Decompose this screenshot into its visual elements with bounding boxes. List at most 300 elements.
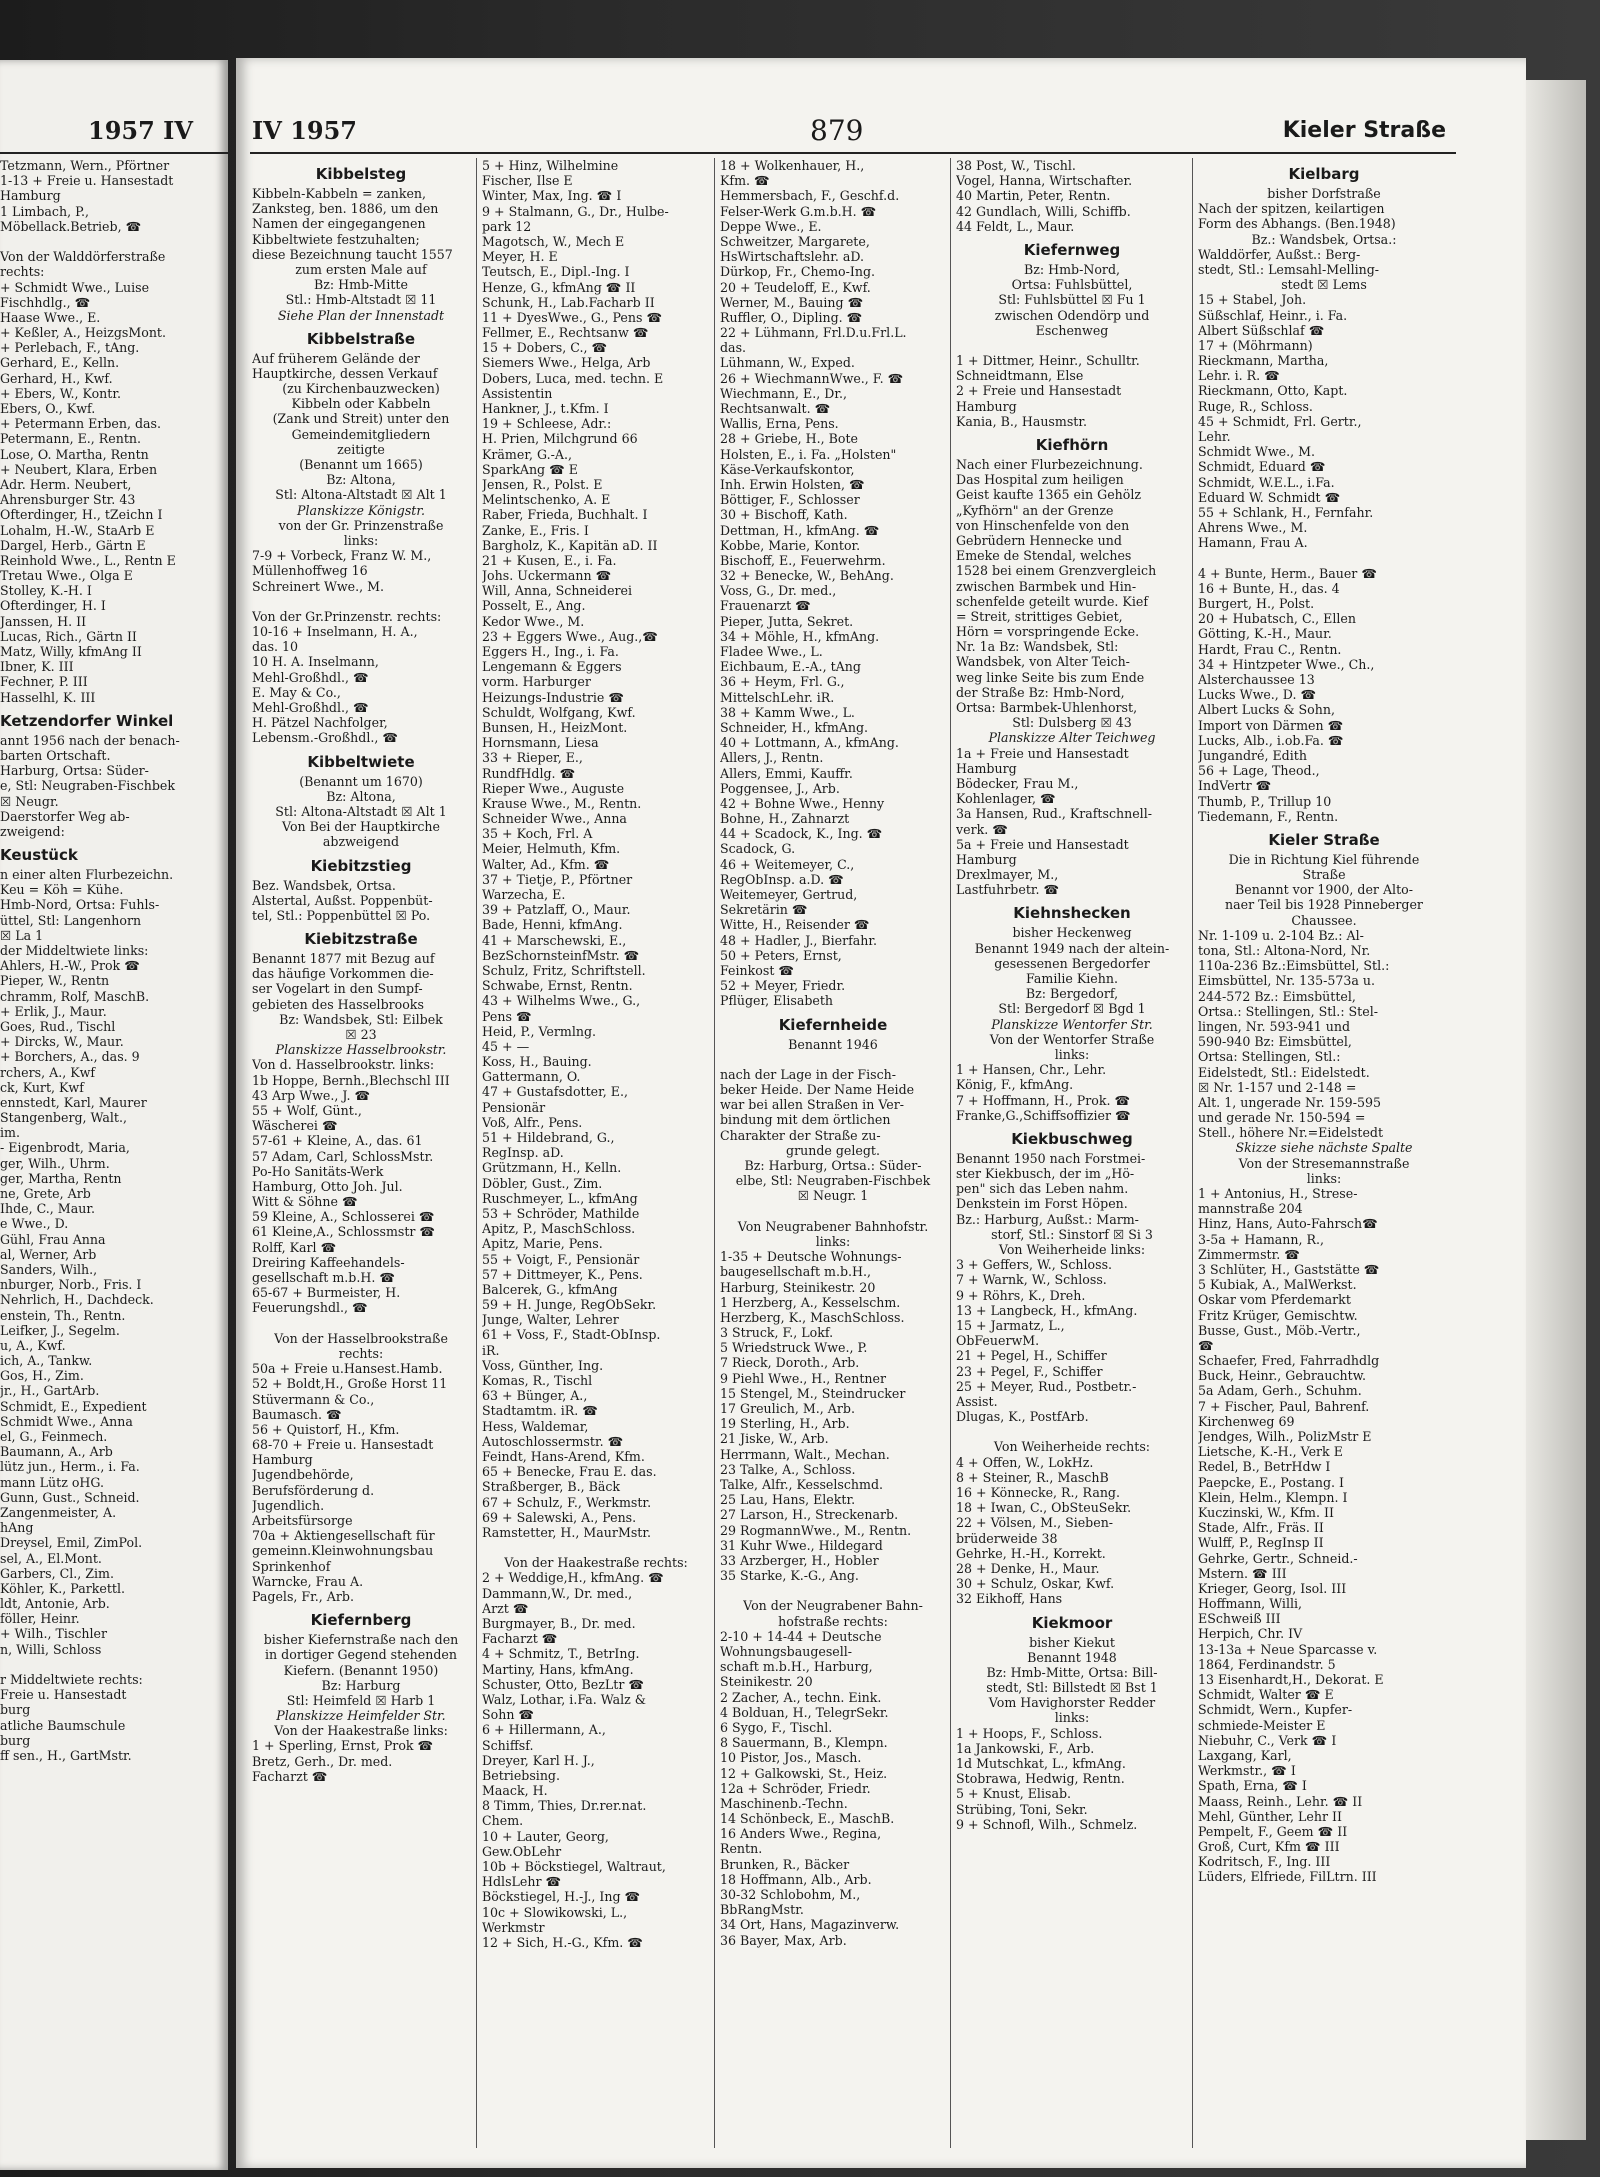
directory-entry: 7-9 + Vorbeck, Franz W. M., xyxy=(252,548,432,564)
directory-entry: 4 + Bunte, Herm., Bauer ☎ xyxy=(1198,565,1378,581)
directory-entry: links: xyxy=(815,1233,851,1249)
directory-entry: Assist. xyxy=(956,1393,998,1409)
left-page-header: 1957 IV xyxy=(88,116,193,145)
directory-entry xyxy=(252,1316,470,1331)
directory-entry: rchers, A., Kwf xyxy=(0,1064,96,1080)
directory-entry: Hamburg, Otto Joh. Jul. xyxy=(252,1178,403,1194)
directory-entry: Hornsmann, Liesa xyxy=(482,735,599,751)
directory-entry: Hamburg xyxy=(956,760,1017,776)
directory-entry: Eschenweg xyxy=(1035,322,1109,338)
directory-entry: ger, Wilh., Uhrm. xyxy=(0,1155,110,1171)
directory-entry: 6 Sygo, F., Tischl. xyxy=(720,1719,833,1735)
directory-entry: Von der Hasselbrookstraße xyxy=(274,1330,448,1346)
directory-entry: Kirchenweg 69 xyxy=(1198,1413,1295,1429)
directory-entry: Henze, G., kfmAng ☎ II xyxy=(482,279,636,295)
directory-entry: Eimsbüttel, Nr. 135-573a u. xyxy=(1198,973,1376,989)
directory-entry: Balcerek, G., kfmAng xyxy=(482,1281,618,1297)
directory-entry: el, G., Feinmech. xyxy=(0,1429,108,1444)
directory-entry: 56 + Lage, Theod., xyxy=(1198,763,1320,779)
directory-entry: Daerstorfer Weg ab- xyxy=(0,808,130,824)
directory-entry: der Middeltwiete links: xyxy=(0,943,149,958)
directory-entry: Kfm. ☎ xyxy=(720,173,770,189)
directory-entry: enstein, Th., Rentn. xyxy=(0,1307,126,1323)
directory-entry: „Kyfhörn" an der Grenze xyxy=(956,502,1114,518)
directory-entry: + Erlik, J., Maur. xyxy=(0,1003,107,1019)
directory-entry: 28 + Denke, H., Maur. xyxy=(956,1560,1100,1576)
directory-entry: 70a + Aktiengesellschaft für xyxy=(252,1528,435,1544)
directory-entry: Werkmstr xyxy=(482,1919,545,1935)
directory-entry: Lucas, Rich., Gärtn II xyxy=(0,628,137,644)
directory-entry: Stade, Alfr., Fräs. II xyxy=(1198,1520,1324,1536)
directory-entry: 5 Wriedstruck Wwe., P. xyxy=(720,1340,868,1356)
directory-entry: das. xyxy=(720,340,747,356)
directory-entry: Stangenberg, Walt., xyxy=(0,1110,127,1126)
directory-entry: Apitz, P., MaschSchloss. xyxy=(482,1221,636,1237)
directory-entry: ☎ xyxy=(1198,1337,1214,1353)
directory-entry: Hankner, J., t.Kfm. I xyxy=(482,401,609,416)
directory-entry: Fritz Krüger, Gemischtw. xyxy=(1198,1307,1358,1323)
directory-entry: Hamburg xyxy=(252,1452,313,1468)
directory-entry: Baumann, A., Arb xyxy=(0,1444,113,1460)
directory-entry: 32 Eikhoff, Hans xyxy=(956,1591,1063,1607)
directory-entry: Namen der eingegangenen xyxy=(252,216,426,232)
directory-entry: Planskizze Alter Teichweg xyxy=(988,730,1156,746)
directory-entry: 22 + Völsen, M., Sieben- xyxy=(956,1515,1114,1531)
directory-entry: Bz: Hmb-Mitte xyxy=(314,277,408,293)
directory-entry: 1a + Freie und Hansestadt xyxy=(956,745,1129,761)
directory-entry: Heizungs-Industrie ☎ xyxy=(482,689,625,705)
directory-entry: Warzecha, E. xyxy=(482,887,566,902)
directory-entry: Planskizze Hasselbrookstr. xyxy=(275,1042,447,1058)
directory-entry: von Hinschenfelde von den xyxy=(956,517,1130,533)
directory-entry: ObFeuerwM. xyxy=(956,1333,1040,1349)
directory-entry: Chaussee. xyxy=(1291,912,1357,928)
directory-entry: Bretz, Gerh., Dr. med. xyxy=(252,1753,393,1769)
directory-entry: Import von Därmen ☎ xyxy=(1198,717,1344,733)
directory-entry: Ahrens Wwe., M. xyxy=(1198,520,1308,536)
directory-entry: Dürkop, Fr., Chemo-Ing. xyxy=(720,264,876,280)
directory-entry: Garbers, Cl., Zim. xyxy=(0,1565,114,1581)
directory-entry: 40 + Lottmann, A., kfmAng. xyxy=(720,735,899,751)
directory-entry: 5 + Hinz, Wilhelmine xyxy=(482,158,619,173)
directory-entry: 33 Arzberger, H., Hobler xyxy=(720,1552,879,1568)
directory-entry: 28 + Griebe, H., Bote xyxy=(720,431,859,447)
directory-entry: Skizze siehe nächste Spalte xyxy=(1235,1140,1413,1156)
directory-entry: 23 Talke, A., Schloss. xyxy=(720,1461,856,1477)
directory-entry: 18 + Wolkenhauer, H., xyxy=(720,158,865,173)
directory-entry: ☒ Neugr. xyxy=(0,793,59,809)
directory-entry: 42 Gundlach, Willi, Schiffb. xyxy=(956,203,1131,219)
directory-entry: Niebuhr, C., Verk ☎ I xyxy=(1198,1732,1337,1748)
column-divider xyxy=(714,158,715,2148)
directory-entry: Hinz, Hans, Auto-Fahrsch☎ xyxy=(1198,1216,1378,1232)
directory-entry: = Streit, strittiges Gebiet, xyxy=(956,608,1123,624)
directory-entry: Fischer, Ilse E xyxy=(482,173,573,189)
street-heading: Kiefernweg xyxy=(1023,240,1121,259)
directory-entry: Schmidt, W.E.L., i.Fa. xyxy=(1198,474,1335,490)
directory-entry: Feuerungshdl., ☎ xyxy=(252,1300,368,1316)
directory-entry: Eggers H., Ing., i. Fa. xyxy=(482,644,619,659)
directory-entry: Tretau Wwe., Olga E xyxy=(0,568,133,584)
directory-entry: 17 Greulich, M., Arb. xyxy=(720,1401,855,1416)
directory-entry xyxy=(0,1657,226,1672)
directory-entry: 44 Feldt, L., Maur. xyxy=(956,218,1075,234)
directory-entry: Maass, Reinh., Lehr. ☎ II xyxy=(1198,1793,1363,1809)
directory-entry: Feinkost ☎ xyxy=(720,962,795,978)
directory-entry: und gerade Nr. 150-594 = xyxy=(1198,1110,1366,1126)
directory-entry: bisher Heckenweg xyxy=(1012,925,1132,941)
directory-entry: Feindt, Hans-Arend, Kfm. xyxy=(482,1448,645,1464)
directory-entry: Junge, Walter, Lehrer xyxy=(482,1312,619,1328)
directory-entry: IndVertr ☎ xyxy=(1198,778,1272,794)
directory-entry: Stl.: Hmb-Altstadt ☒ 11 xyxy=(285,292,437,308)
directory-entry: Schneidtmann, Else xyxy=(956,368,1084,384)
directory-entry: Magotsch, W., Mech E xyxy=(482,233,625,249)
directory-entry: 57 Adam, Carl, SchlossMstr. xyxy=(252,1148,434,1164)
directory-entry: Ebers, O., Kwf. xyxy=(0,401,96,416)
directory-entry: 35 + Koch, Frl. A xyxy=(482,826,593,842)
directory-entry: Von der Wentorfer Straße xyxy=(989,1031,1155,1047)
directory-entry: schenfelde geteilt wurde. Kief xyxy=(956,593,1148,609)
directory-entry: Felser-Werk G.m.b.H. ☎ xyxy=(720,203,877,219)
directory-entry: Harburg, Ortsa: Süder- xyxy=(0,763,149,779)
directory-entry: 38 Post, W., Tischl. xyxy=(956,158,1076,173)
directory-column-4 xyxy=(956,158,1188,1832)
directory-entry: Von der Haakestraße rechts: xyxy=(504,1555,688,1571)
directory-entry: + Neubert, Klara, Erben xyxy=(0,461,158,477)
directory-entry: e Wwe., D. xyxy=(0,1216,69,1232)
directory-entry: ster Kiekbusch, der im „Hö- xyxy=(956,1166,1135,1182)
directory-entry: Pensionär xyxy=(482,1099,546,1115)
directory-entry: Wulff, P., RegInsp II xyxy=(1198,1535,1324,1551)
directory-entry: Lengemann & Eggers xyxy=(482,659,622,675)
directory-entry: 7 + Hoffmann, H., Prok. ☎ xyxy=(956,1092,1131,1108)
directory-entry: Stl: Dulsberg ☒ 43 xyxy=(1012,715,1132,731)
directory-entry: hofstraße rechts: xyxy=(778,1613,888,1629)
directory-entry: Jensen, R., Polst. E xyxy=(482,476,603,492)
directory-entry: Sprinkenhof xyxy=(252,1558,331,1574)
directory-entry: Eduard W. Schmidt ☎ xyxy=(1198,489,1341,505)
directory-entry: Gos, H., Zim. xyxy=(0,1368,84,1384)
directory-entry: Bz: Wandsbek, Stl: Eilbek xyxy=(279,1011,443,1027)
directory-entry: + Keßler, A., HeizgsMont. xyxy=(0,325,166,341)
directory-entry: Alstertal, Außst. Poppenbüt- xyxy=(252,892,433,908)
directory-entry: 19 Sterling, H., Arb. xyxy=(720,1416,850,1432)
directory-entry: baugesellschaft m.b.H., xyxy=(720,1264,872,1280)
directory-entry: schmiede-Meister E xyxy=(1198,1717,1326,1733)
directory-entry: 9 + Stalmann, G., Dr., Hulbe- xyxy=(482,203,669,219)
directory-entry: im. xyxy=(0,1125,20,1141)
directory-entry: Gehrke, Gertr., Schneid.- xyxy=(1198,1550,1358,1566)
directory-entry: Freie u. Hansestadt xyxy=(0,1687,127,1703)
directory-entry: Stl: Altona-Altstadt ☒ Alt 1 xyxy=(275,487,447,503)
directory-entry: Von der Neugrabener Bahn- xyxy=(743,1598,923,1614)
directory-entry: 59 Kleine, A., Schlosserei ☎ xyxy=(252,1209,435,1225)
directory-entry: Werkmstr., ☎ I xyxy=(1198,1763,1296,1779)
directory-entry: Dreiring Kaffeehandels- xyxy=(252,1254,405,1270)
directory-entry: chramm, Rolf, MaschB. xyxy=(0,988,150,1004)
directory-entry: Schiffsf. xyxy=(482,1737,534,1753)
directory-entry: 8 Sauermann, B., Klempn. xyxy=(720,1735,888,1751)
directory-entry: Bödecker, Frau M., xyxy=(956,775,1079,791)
directory-entry: Goes, Rud., Tischl xyxy=(0,1018,116,1034)
directory-entry: + Petermann Erben, das. xyxy=(0,416,162,432)
directory-entry: stedt, Stl: Billstedt ☒ Bst 1 xyxy=(986,1680,1158,1696)
directory-entry: Süßschlaf, Heinr., i. Fa. xyxy=(1198,307,1348,323)
directory-entry: Schweitzer, Margarete, xyxy=(720,233,870,249)
street-heading: Kiehnshecken xyxy=(1013,904,1131,923)
directory-entry: rechts: xyxy=(0,264,45,280)
directory-entry: Mehl, Günther, Lehr II xyxy=(1198,1808,1342,1824)
directory-entry: 16 + Bunte, H., das. 4 xyxy=(1198,580,1340,596)
directory-entry: burg xyxy=(0,1702,31,1718)
directory-entry: Ortsa: Stellingen, Stl.: xyxy=(1198,1049,1341,1065)
directory-entry: Ruge, R., Schloss. xyxy=(1198,398,1313,414)
directory-entry: 30-32 Schlobohm, M., xyxy=(720,1887,861,1902)
directory-entry: Alsterchaussee 13 xyxy=(1198,672,1315,687)
page-number: 879 xyxy=(810,114,864,147)
directory-entry: Thumb, P., Trillup 10 xyxy=(1198,793,1332,809)
directory-entry: Inh. Erwin Holsten, ☎ xyxy=(720,476,865,492)
directory-entry: annt 1956 nach der benach- xyxy=(0,732,180,748)
directory-entry: diese Bezeichnung taucht 1557 xyxy=(252,246,453,262)
directory-entry: Stl: Heimfeld ☒ Harb 1 xyxy=(286,1692,436,1708)
directory-entry: (zu Kirchenbauzwecken) xyxy=(282,381,440,397)
directory-entry: Schwabe, Ernst, Rentn. xyxy=(482,978,633,994)
directory-entry: 26 + WiechmannWwe., F. ☎ xyxy=(720,370,904,386)
directory-entry xyxy=(1198,551,1450,566)
directory-entry: Ofterdinger, H. I xyxy=(0,598,106,614)
directory-entry: Kobbe, Marie, Kontor. xyxy=(720,537,861,553)
directory-entry: Benannt 1948 xyxy=(1027,1649,1117,1665)
directory-entry: 1a Jankowski, F., Arb. xyxy=(956,1740,1095,1756)
directory-entry: Ruffler, O., Dipling. ☎ xyxy=(720,309,863,325)
directory-entry: e, Stl: Neugraben-Fischbek xyxy=(0,778,176,794)
directory-entry: Lucks, Alb., i.ob.Fa. ☎ xyxy=(1198,732,1344,748)
directory-entry: Allers, J., Rentn. xyxy=(720,750,824,766)
directory-entry: 36 Bayer, Max, Arb. xyxy=(720,1932,847,1948)
directory-entry: Benannt 1877 mit Bezug auf xyxy=(252,951,435,967)
directory-entry: iR. xyxy=(482,1342,500,1358)
directory-entry: zwischen Barmbek und Hin- xyxy=(956,578,1137,594)
directory-entry: 9 Piehl Wwe., H., Rentner xyxy=(720,1370,886,1386)
directory-entry: Gehrke, H.-H., Korrekt. xyxy=(956,1545,1106,1561)
year-header: IV 1957 xyxy=(252,116,357,145)
directory-entry: 2 + Weddige,H., kfmAng. ☎ xyxy=(482,1570,664,1586)
directory-entry: 20 + Teudeloff, E., Kwf. xyxy=(720,279,871,295)
directory-entry: 35 Starke, K.-G., Ang. xyxy=(720,1568,859,1584)
street-heading: Kiekbuschweg xyxy=(1011,1129,1133,1148)
directory-entry: + Dircks, W., Maur. xyxy=(0,1034,124,1050)
street-heading: Kibbelstraße xyxy=(306,329,416,348)
directory-entry: 3 Schlüter, H., Gaststätte ☎ xyxy=(1198,1261,1380,1277)
directory-entry: Keu = Köh = Kühe. xyxy=(0,882,124,898)
directory-entry: Albert Lucks & Sohn, xyxy=(1198,702,1335,718)
directory-entry: Wandsbek, von Alter Teich- xyxy=(956,654,1130,670)
directory-entry: 7 + Fischer, Paul, Bahrenf. xyxy=(1198,1398,1370,1414)
directory-entry: Frauenarzt ☎ xyxy=(720,598,811,614)
directory-entry: r Middeltwiete rechts: xyxy=(0,1672,143,1687)
directory-entry: nach der Lage in der Fisch- xyxy=(720,1066,897,1082)
directory-entry: 3a Hansen, Rud., Kraftschnell- xyxy=(956,806,1152,822)
directory-entry: Bz: Harburg xyxy=(321,1677,401,1693)
directory-entry: 63 + Bünger, A., xyxy=(482,1388,588,1404)
directory-entry: Fischhdlg., ☎ xyxy=(0,294,91,310)
directory-entry: lingen, Nr. 593-941 und xyxy=(1198,1018,1351,1034)
directory-entry: Stadtamtm. iR. ☎ xyxy=(482,1403,598,1419)
directory-entry: Planskizze Heimfelder Str. xyxy=(276,1708,446,1724)
directory-entry: bindung mit dem örtlichen xyxy=(720,1112,891,1128)
directory-entry: Voss, G., Dr. med., xyxy=(720,583,837,599)
directory-entry xyxy=(956,1424,1188,1439)
directory-entry: E. May & Co., xyxy=(252,684,341,700)
directory-entry: Siehe Plan der Innenstadt xyxy=(277,307,445,323)
directory-entry: Nach einer Flurbezeichnung. xyxy=(956,457,1143,472)
directory-entry: 18 Hoffmann, Alb., Arb. xyxy=(720,1871,872,1887)
directory-entry: Petermann, E., Rentn. xyxy=(0,431,141,447)
directory-entry: König, F., kfmAng. xyxy=(956,1077,1074,1093)
directory-entry: 42 + Bohne Wwe., Henny xyxy=(720,795,885,811)
directory-entry: Scadock, G. xyxy=(720,841,796,857)
directory-entry: Benannt 1949 nach der altein- xyxy=(974,940,1170,956)
directory-entry: Hoffmann, Willi, xyxy=(1198,1596,1303,1612)
directory-entry: Hörn = vorspringende Ecke. xyxy=(956,624,1140,640)
directory-entry: Kibbeltwiete festzuhalten; xyxy=(252,231,420,247)
directory-entry: sel, A., El.Mont. xyxy=(0,1550,102,1566)
directory-entry: 21 + Kusen, E., i. Fa. xyxy=(482,552,617,568)
directory-entry: zweigend: xyxy=(0,823,65,839)
directory-entry: Kibbeln oder Kabbeln xyxy=(291,396,431,412)
directory-entry: Voß, Alfr., Pens. xyxy=(482,1114,583,1130)
directory-entry: Chem. xyxy=(482,1813,524,1829)
directory-entry: 1 + Hoops, F., Schloss. xyxy=(956,1725,1103,1741)
directory-entry: H. Prien, Milchgrund 66 xyxy=(482,431,638,447)
directory-entry: Bz.: Wandsbek, Ortsa.: xyxy=(1251,231,1397,247)
directory-entry: Laxgang, Karl, xyxy=(1198,1747,1292,1763)
directory-entry: 7 Rieck, Doroth., Arb. xyxy=(720,1355,860,1371)
directory-entry: 12 + Sich, H.-G., Kfm. ☎ xyxy=(482,1934,643,1950)
directory-entry: Von der Walddörferstraße xyxy=(0,249,166,265)
directory-entry: Matz, Willy, kfmAng II xyxy=(0,644,142,659)
directory-entry: 51 + Hildebrand, G., xyxy=(482,1130,615,1145)
directory-entry: MittelschLehr. iR. xyxy=(720,689,835,705)
directory-entry: 22 + Lühmann, Frl.D.u.Frl.L. xyxy=(720,325,907,341)
directory-entry xyxy=(720,1583,946,1598)
directory-entry: Mehl-Großhdl., ☎ xyxy=(252,669,369,685)
directory-entry: ser Vogelart in den Sumpf- xyxy=(252,981,423,997)
directory-entry: elbe, Stl: Neugraben-Fischbek xyxy=(735,1173,931,1189)
directory-entry: zwischen Odendörp und xyxy=(994,307,1150,323)
directory-entry: 1 + Dittmer, Heinr., Schulltr. xyxy=(956,353,1140,369)
directory-entry: Schmidt, Eduard ☎ xyxy=(1198,459,1326,475)
page-edge xyxy=(1526,80,1586,2140)
directory-entry: 10 H. A. Inselmann, xyxy=(252,654,379,670)
directory-entry: 46 + Weitemeyer, C., xyxy=(720,856,855,872)
directory-entry: Dreyer, Karl H. J., xyxy=(482,1752,595,1768)
directory-entry: + Ebers, W., Kontr. xyxy=(0,385,121,401)
directory-entry: Ortsa: Fuhlsbüttel, xyxy=(1011,277,1133,293)
directory-entry: Walz, Lothar, i.Fa. Walz & xyxy=(482,1691,646,1707)
directory-entry: Möbellack.Betrieb, ☎ xyxy=(0,218,142,234)
directory-entry: 1864, Ferdinandstr. 5 xyxy=(1198,1656,1336,1672)
directory-entry: Wohnungsbaugesell- xyxy=(720,1644,853,1659)
directory-entry: grunde gelegt. xyxy=(786,1142,880,1158)
directory-entry: 13 Eisenhardt,H., Dekorat. E xyxy=(1198,1672,1384,1687)
directory-entry: Witte, H., Reisender ☎ xyxy=(720,917,870,933)
directory-entry: Stell., höhere Nr.=Eidelstedt xyxy=(1198,1125,1384,1141)
directory-entry xyxy=(0,234,226,249)
directory-entry: Fladee Wwe., L. xyxy=(720,644,823,659)
directory-entry: Steinikestr. 20 xyxy=(720,1674,813,1690)
directory-entry: Albert Süßschlaf ☎ xyxy=(1198,322,1325,338)
directory-entry: mann Lütz oHG. xyxy=(0,1474,105,1490)
directory-entry: 8 + Steiner, R., MaschB xyxy=(956,1469,1109,1485)
directory-entry: 65-67 + Burmeister, H. xyxy=(252,1285,401,1301)
directory-entry: Groß, Curt, Kfm ☎ III xyxy=(1198,1839,1340,1855)
directory-entry: gebieten des Hasselbrooks xyxy=(252,996,424,1012)
directory-entry: Gemeindemitgliedern xyxy=(291,426,431,442)
street-heading: Kiefernheide xyxy=(778,1015,888,1034)
directory-entry: Witt & Söhne ☎ xyxy=(252,1194,358,1210)
directory-entry: Talke, Alfr., Kesselschmd. xyxy=(720,1476,884,1492)
directory-entry: Lucks Wwe., D. ☎ xyxy=(1198,687,1317,703)
directory-entry: Stobrawa, Hedwig, Rentn. xyxy=(956,1771,1125,1787)
directory-entry: Ofterdinger, H., tZeichn I xyxy=(0,507,163,523)
directory-entry: Johs. Uckermann ☎ xyxy=(482,568,612,584)
directory-entry: 61 Kleine,A., Schlossmstr ☎ xyxy=(252,1224,436,1240)
directory-entry: 23 + Eggers Wwe., Aug.,☎ xyxy=(482,628,658,644)
directory-entry: 1-13 + Freie u. Hansestadt xyxy=(0,173,174,189)
directory-entry: 5a Adam, Gerh., Schuhm. xyxy=(1198,1383,1362,1399)
directory-entry xyxy=(720,1052,946,1067)
directory-entry: tona, Stl.: Altona-Nord, Nr. xyxy=(1198,943,1371,958)
directory-entry: Maschinenb.-Techn. xyxy=(720,1795,848,1811)
directory-entry: Ihde, C., Maur. xyxy=(0,1201,95,1217)
directory-entry xyxy=(720,1204,946,1219)
street-heading: Kiekmoor xyxy=(1031,1613,1113,1632)
directory-entry: 65 + Benecke, Frau E. das. xyxy=(482,1464,657,1480)
directory-entry: 67 + Schulz, F., Werkmstr. xyxy=(482,1494,652,1510)
directory-entry: 10 + Lauter, Georg, xyxy=(482,1828,609,1844)
directory-entry: 61 + Voss, F., Stadt-ObInsp. xyxy=(482,1327,661,1343)
directory-entry: (Benannt um 1665) xyxy=(299,457,423,472)
directory-entry: Pagels, Fr., Arb. xyxy=(252,1588,354,1604)
directory-entry: Lehr. i. R. ☎ xyxy=(1198,368,1280,384)
directory-entry: 18 + Iwan, C., ObSteuSekr. xyxy=(956,1500,1132,1516)
directory-entry: Gebrüdern Hennecke und xyxy=(956,532,1122,548)
directory-entry: Schmidt, Walter ☎ E xyxy=(1198,1687,1334,1703)
directory-entry: Paepcke, E., Postang. I xyxy=(1198,1474,1345,1490)
directory-entry: gesessenen Bergedorfer xyxy=(994,955,1150,971)
directory-entry: Mstern. ☎ III xyxy=(1198,1565,1287,1581)
directory-entry: Gew.ObLehr xyxy=(482,1843,562,1859)
directory-entry: Gunn, Gust., Schneid. xyxy=(0,1489,140,1505)
directory-entry: Bez. Wandsbek, Ortsa. xyxy=(252,877,396,893)
directory-entry: Herzberg, K., MaschSchloss. xyxy=(720,1309,905,1325)
directory-entry: ☒ Nr. 1-157 und 2-148 = xyxy=(1198,1079,1357,1095)
directory-entry: Klein, Helm., Klempn. I xyxy=(1198,1489,1348,1505)
directory-entry: Vom Havighorster Redder xyxy=(988,1695,1156,1711)
directory-entry: 10 Pistor, Jos., Masch. xyxy=(720,1750,862,1766)
directory-entry: park 12 xyxy=(482,218,532,234)
directory-entry: 33 + Rieper, E., xyxy=(482,750,583,766)
directory-entry: Nehrlich, H., Dachdeck. xyxy=(0,1292,154,1308)
directory-entry: Von d. Hasselbrookstr. links: xyxy=(252,1057,435,1073)
directory-entry: 13-13a + Neue Sparcasse v. xyxy=(1198,1641,1378,1657)
directory-entry: Kodritsch, F., Ing. III xyxy=(1198,1854,1331,1870)
directory-entry: Das Hospital zum heiligen xyxy=(956,472,1124,488)
directory-entry: Gühl, Frau Anna xyxy=(0,1231,106,1247)
